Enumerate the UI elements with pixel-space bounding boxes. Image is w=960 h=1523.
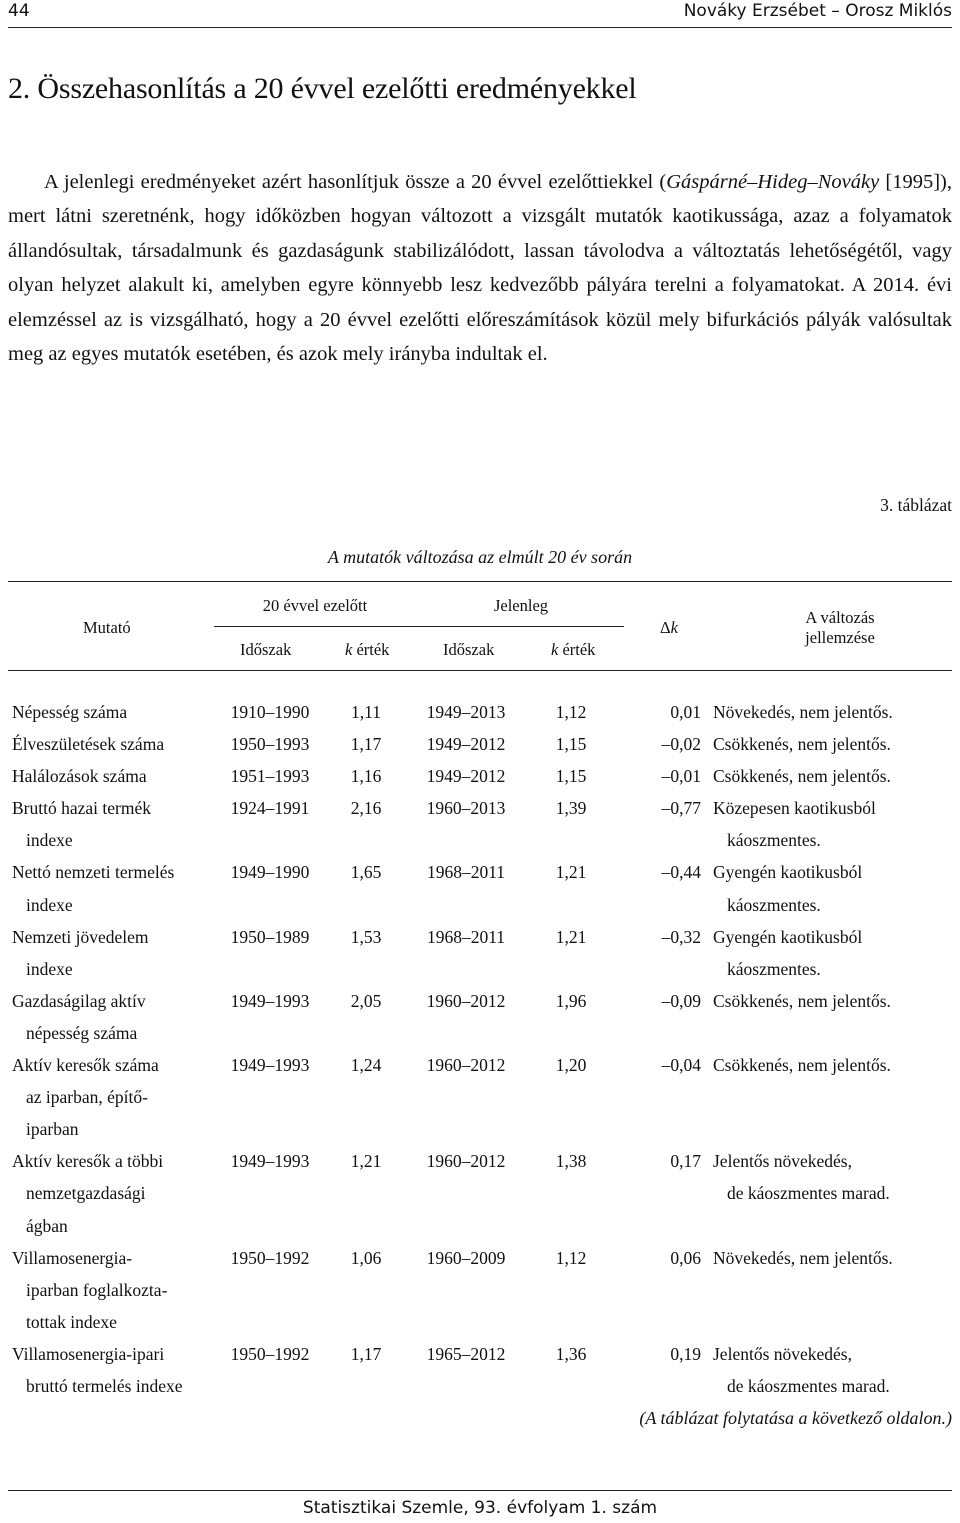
- indicator-name-line: indexe: [26, 894, 73, 915]
- indicator-name: [8, 696, 215, 728]
- indicator-name-line: Villamosenergia-: [12, 1247, 133, 1268]
- change-description: [713, 921, 952, 985]
- table-continuation-note: (A táblázat folytatása a következő oldalon.): [639, 1408, 952, 1428]
- period-past: 1950–1989: [230, 926, 310, 947]
- table-row: [8, 792, 952, 856]
- delta-k-value: 0,01: [670, 702, 701, 722]
- header-indicator: Mutató: [83, 618, 131, 637]
- period-past: 1924–1991: [230, 798, 310, 819]
- change-description: [713, 1242, 952, 1338]
- period-past: 1949–1993: [230, 1055, 310, 1076]
- paragraph-text-rest: [1995]), mert látni szeretnénk, hogy időközben hogyan változott a vizsgált mutatók kaotikussága, azaz a folyamatok állandósultak, társadalmunk és gazdaságunk stabilizálódott, lassan távolodva a változtatás lehetőségétől, vagy olyan helyzet alakult ki, amelyben egyre könnyebb lesz kedvezőbb pályára terelni a folyamatokat. A 2014. évi elemzéssel az is vizsgálható, hogy a 20 évvel ezelőtti előreszámítások közül mely bifurkációs pályák valósultak meg az egyes mutatók esetében, és azok mely irányba indultak el.: [8, 171, 952, 366]
- period-now: 1960–2012: [426, 990, 506, 1011]
- change-description-line: de káoszmentes marad.: [727, 1375, 890, 1396]
- indicator-name: [8, 985, 215, 1049]
- change-description-line: Csökkenés, nem jelentős.: [713, 990, 891, 1011]
- indicator-name-line: Nemzeti jövedelem: [12, 926, 149, 947]
- k-value-past: 1,21: [350, 1151, 382, 1172]
- change-description-line: de káoszmentes marad.: [727, 1183, 890, 1204]
- delta-k-value: –0,01: [661, 766, 701, 787]
- indicator-name-line: nemzetgazdasági: [26, 1183, 146, 1204]
- running-header-authors: Nováky Erzsébet – Orosz Miklós: [683, 1, 952, 21]
- k-value-past: 1,65: [350, 862, 382, 883]
- indicator-name-line: Halálozások száma: [12, 766, 147, 787]
- change-description-line: Közepesen kaotikusból: [713, 798, 876, 819]
- k-value-past: 1,16: [350, 766, 382, 787]
- k-value-now: 1,20: [555, 1055, 587, 1076]
- indicator-name-line: Népesség száma: [12, 702, 128, 722]
- delta-k-value: 0,06: [670, 1247, 701, 1268]
- table-row: [8, 1338, 952, 1402]
- section-title: 2. Összehasonlítás a 20 évvel ezelőtti eredményekkel: [8, 72, 637, 105]
- table-label: 3. táblázat: [880, 495, 952, 515]
- indicator-name-line: Gazdaságilag aktív: [12, 990, 146, 1011]
- change-description: [713, 1049, 952, 1145]
- header-group-now: Jelenleg: [493, 596, 549, 615]
- table-row: [8, 985, 952, 1049]
- period-now: 1968–2011: [426, 862, 506, 883]
- header-period-past: Időszak: [240, 640, 292, 659]
- indicator-name-line: Aktív keresők száma: [12, 1055, 159, 1076]
- change-description: [713, 760, 952, 792]
- period-past: 1949–1993: [230, 990, 310, 1011]
- change-description: [713, 985, 952, 1049]
- indicator-name-line: Nettó nemzeti termelés: [12, 862, 175, 883]
- delta-k-value: –0,04: [661, 1055, 701, 1076]
- change-description: [713, 1145, 952, 1241]
- table-row: [8, 696, 952, 728]
- period-now: 1968–2011: [426, 926, 506, 947]
- delta-k-value: –0,02: [661, 734, 701, 755]
- table-row: [8, 760, 952, 792]
- k-value-past: 2,05: [350, 990, 382, 1011]
- header-delta-k: Δk: [660, 618, 678, 637]
- change-description: [713, 696, 952, 728]
- header-rule: [8, 27, 952, 28]
- delta-k-value: –0,77: [661, 798, 701, 819]
- k-value-now: 1,38: [555, 1151, 587, 1172]
- indicator-name-line: Bruttó hazai termék: [12, 798, 151, 819]
- period-past: 1949–1993: [230, 1151, 310, 1172]
- k-value-past: 1,53: [350, 926, 382, 947]
- indicator-name-line: Élveszületések száma: [12, 734, 165, 755]
- table-top-rule: [8, 581, 952, 582]
- indicator-name: [8, 792, 215, 856]
- journal-footer: Statisztikai Szemle, 93. évfolyam 1. szám: [302, 1498, 658, 1518]
- header-period-now: Időszak: [443, 640, 495, 659]
- table-row: [8, 856, 952, 920]
- change-description-line: Jelentős növekedés,: [713, 1343, 852, 1364]
- k-value-now: 1,12: [555, 702, 587, 722]
- change-description-line: káoszmentes.: [727, 894, 821, 915]
- header-group-rule: [214, 626, 624, 627]
- delta-k-value: 0,17: [670, 1151, 701, 1172]
- indicator-name: [8, 760, 215, 792]
- period-past: 1950–1992: [230, 1247, 310, 1268]
- change-description-line: káoszmentes.: [727, 830, 821, 851]
- k-value-now: 1,15: [555, 766, 587, 787]
- table-row: [8, 1242, 952, 1338]
- running-header: [8, 0, 952, 26]
- period-past: 1910–1990: [230, 702, 310, 722]
- footer-rule: [8, 1490, 952, 1491]
- table-row: [8, 1049, 952, 1145]
- indicator-name: [8, 1145, 215, 1241]
- change-description: [713, 728, 952, 760]
- change-description: [713, 792, 952, 856]
- table-row: [8, 1145, 952, 1241]
- indicator-name: [8, 1338, 215, 1402]
- k-value-now: 1,12: [555, 1247, 587, 1268]
- citation-authors: Gáspárné–Hideg–Nováky: [666, 171, 880, 193]
- k-value-now: 1,36: [555, 1343, 587, 1364]
- header-group-past: 20 évvel ezelőtt: [262, 596, 368, 615]
- k-value-past: 1,17: [350, 734, 382, 755]
- change-description-line: Jelentős növekedés,: [713, 1151, 852, 1172]
- change-description-line: Gyengén kaotikusból: [713, 862, 863, 883]
- indicator-name: [8, 921, 215, 985]
- change-description: [713, 856, 952, 920]
- paragraph-text-start: A jelenlegi eredményeket azért hasonlítjuk össze a 20 évvel ezelőttiekkel (: [44, 171, 667, 193]
- header-k-now: k érték: [551, 640, 596, 659]
- table-row: [8, 728, 952, 760]
- change-description-line: Növekedés, nem jelentős.: [713, 1247, 893, 1268]
- period-past: 1949–1990: [230, 862, 310, 883]
- body-paragraph: [8, 165, 952, 371]
- period-now: 1949–2012: [426, 766, 506, 787]
- period-now: 1949–2012: [426, 734, 506, 755]
- change-description: [713, 1338, 952, 1402]
- period-now: 1960–2013: [426, 798, 506, 819]
- header-k-past: k érték: [345, 640, 390, 659]
- k-value-past: 1,11: [351, 702, 381, 722]
- k-value-past: 1,17: [350, 1343, 382, 1364]
- period-past: 1951–1993: [230, 766, 310, 787]
- table-header-rule: [8, 670, 952, 671]
- period-now: 1965–2012: [426, 1343, 506, 1364]
- k-value-past: 1,06: [350, 1247, 382, 1268]
- k-value-past: 2,16: [350, 798, 382, 819]
- period-now: 1960–2012: [426, 1055, 506, 1076]
- indicator-name-line: az iparban, építő-: [26, 1087, 148, 1108]
- indicator-name-line: ágban: [26, 1215, 68, 1236]
- change-description-line: Növekedés, nem jelentős.: [713, 702, 893, 722]
- delta-k-value: 0,19: [670, 1343, 701, 1364]
- k-value-now: 1,39: [555, 798, 587, 819]
- period-now: 1949–2013: [426, 702, 506, 722]
- change-description-line: káoszmentes.: [727, 958, 821, 979]
- k-value-now: 1,15: [555, 734, 587, 755]
- period-past: 1950–1992: [230, 1343, 310, 1364]
- delta-k-value: –0,44: [661, 862, 701, 883]
- k-value-now: 1,96: [555, 990, 587, 1011]
- indicator-name-line: indexe: [26, 830, 73, 851]
- indicator-name: [8, 1242, 215, 1338]
- change-description-line: Csökkenés, nem jelentős.: [713, 766, 891, 787]
- indicator-name-line: Aktív keresők a többi: [12, 1151, 164, 1172]
- delta-k-value: –0,09: [661, 990, 701, 1011]
- header-change-description: A változás jellemzése: [805, 608, 875, 647]
- indicator-name: [8, 1049, 215, 1145]
- indicator-name-line: indexe: [26, 958, 73, 979]
- indicator-name: [8, 856, 215, 920]
- change-description-line: Csökkenés, nem jelentős.: [713, 1055, 891, 1076]
- period-now: 1960–2009: [426, 1247, 506, 1268]
- k-value-now: 1,21: [555, 862, 587, 883]
- table-body: [8, 696, 952, 1402]
- indicator-name-line: iparban: [26, 1119, 79, 1140]
- indicator-name: [8, 728, 215, 760]
- indicator-name-line: népesség száma: [26, 1022, 138, 1043]
- delta-k-value: –0,32: [661, 926, 701, 947]
- k-value-now: 1,21: [555, 926, 587, 947]
- period-now: 1960–2012: [426, 1151, 506, 1172]
- table-row: [8, 921, 952, 985]
- indicator-name-line: bruttó termelés indexe: [26, 1375, 183, 1396]
- period-past: 1950–1993: [230, 734, 310, 755]
- indicator-name-line: Villamosenergia-ipari: [12, 1343, 165, 1364]
- k-value-past: 1,24: [350, 1055, 382, 1076]
- indicator-name-line: tottak indexe: [26, 1311, 117, 1332]
- change-description-line: Gyengén kaotikusból: [713, 926, 863, 947]
- indicator-name-line: iparban foglalkozta-: [26, 1279, 168, 1300]
- table-title: A mutatók változása az elmúlt 20 év során: [327, 547, 633, 567]
- change-description-line: Csökkenés, nem jelentős.: [713, 734, 891, 755]
- page-number: 44: [8, 1, 30, 21]
